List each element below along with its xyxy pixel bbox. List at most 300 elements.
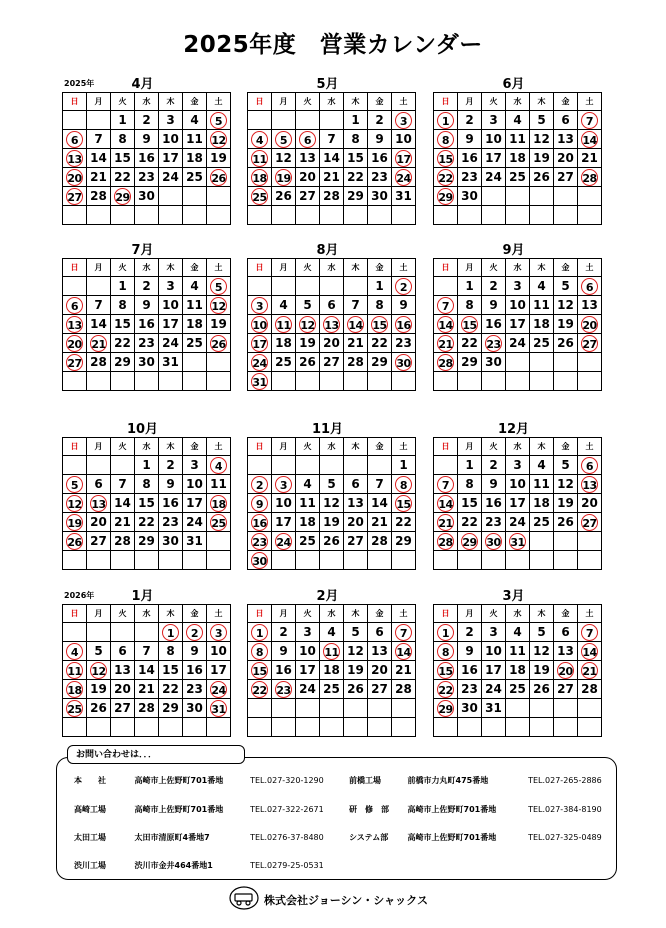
day-cell: 14 — [320, 149, 344, 168]
empty-day-cell — [159, 718, 183, 737]
month-calendar — [433, 72, 598, 225]
day-cell: 17 — [506, 494, 530, 513]
day-cell: 5 — [320, 475, 344, 494]
empty-day-cell — [530, 353, 554, 372]
day-cell: 29 — [368, 353, 392, 372]
empty-day-cell — [320, 699, 344, 718]
day-cell — [434, 661, 458, 680]
holiday-mark: 5 — [210, 112, 227, 129]
empty-day-cell — [578, 699, 602, 718]
holiday-mark: 23 — [485, 335, 502, 352]
day-cell: 29 — [159, 699, 183, 718]
day-cell — [111, 187, 135, 206]
day-cell: 17 — [482, 661, 506, 680]
holiday-mark: 6 — [66, 131, 83, 148]
holiday-mark: 3 — [275, 476, 292, 493]
day-cell — [207, 623, 231, 642]
holiday-mark: 29 — [461, 533, 478, 550]
empty-day-cell — [530, 551, 554, 570]
month-grid — [62, 437, 231, 570]
day-cell — [63, 130, 87, 149]
day-cell — [207, 130, 231, 149]
office-tel: TEL.027-322-2671 — [250, 805, 324, 814]
day-cell: 6 — [554, 111, 578, 130]
contact-row — [74, 832, 324, 843]
empty-day-cell — [272, 206, 296, 225]
empty-day-cell — [272, 111, 296, 130]
month-header — [62, 584, 223, 604]
month-grid — [247, 258, 416, 391]
day-cell: 19 — [320, 513, 344, 532]
day-cell — [506, 532, 530, 551]
month-calendar — [62, 584, 227, 737]
weekday-header: 木 — [344, 605, 368, 623]
office-tel: TEL.027-384-8190 — [528, 805, 602, 814]
day-cell: 23 — [392, 334, 416, 353]
holiday-mark: 7 — [437, 476, 454, 493]
holiday-mark: 11 — [251, 150, 268, 167]
weekday-header: 日 — [434, 438, 458, 456]
empty-day-cell — [578, 187, 602, 206]
empty-day-cell — [320, 372, 344, 391]
day-cell: 24 — [506, 513, 530, 532]
day-cell: 23 — [368, 168, 392, 187]
day-cell: 19 — [530, 661, 554, 680]
day-cell: 1 — [458, 277, 482, 296]
weekday-header: 火 — [111, 259, 135, 277]
holiday-mark: 22 — [437, 681, 454, 698]
holiday-mark: 13 — [581, 476, 598, 493]
day-cell: 25 — [530, 334, 554, 353]
weekday-header: 木 — [344, 259, 368, 277]
day-cell: 2 — [272, 623, 296, 642]
day-cell: 11 — [506, 130, 530, 149]
holiday-mark: 23 — [251, 533, 268, 550]
day-cell: 25 — [506, 680, 530, 699]
office-address: 高崎市上佐野町701番地 — [134, 805, 224, 814]
day-cell: 11 — [506, 642, 530, 661]
holiday-mark: 12 — [210, 131, 227, 148]
holiday-mark: 2 — [395, 278, 412, 295]
day-cell — [578, 111, 602, 130]
holiday-mark: 29 — [437, 188, 454, 205]
contact-row — [74, 804, 324, 815]
weekday-header: 日 — [248, 93, 272, 111]
day-cell: 28 — [368, 532, 392, 551]
day-cell — [434, 111, 458, 130]
day-cell: 23 — [482, 513, 506, 532]
day-cell: 9 — [183, 642, 207, 661]
day-cell: 18 — [530, 315, 554, 334]
empty-day-cell — [530, 699, 554, 718]
day-cell — [272, 680, 296, 699]
weekday-header: 金 — [183, 93, 207, 111]
day-cell: 11 — [530, 296, 554, 315]
empty-day-cell — [344, 206, 368, 225]
day-cell — [207, 513, 231, 532]
holiday-mark: 6 — [66, 297, 83, 314]
weekday-header: 金 — [554, 93, 578, 111]
day-cell: 2 — [458, 111, 482, 130]
day-cell — [248, 372, 272, 391]
empty-day-cell — [506, 187, 530, 206]
weekday-header: 火 — [296, 605, 320, 623]
holiday-mark: 21 — [437, 335, 454, 352]
day-cell: 26 — [296, 353, 320, 372]
day-cell: 27 — [368, 680, 392, 699]
holiday-mark: 15 — [395, 495, 412, 512]
empty-day-cell — [578, 551, 602, 570]
day-cell: 2 — [482, 456, 506, 475]
day-cell — [87, 661, 111, 680]
office-tel: TEL.027-325-0489 — [528, 833, 602, 842]
day-cell: 19 — [530, 149, 554, 168]
month-calendar — [62, 72, 227, 225]
day-cell: 17 — [183, 494, 207, 513]
weekday-header: 火 — [482, 438, 506, 456]
holiday-mark: 31 — [251, 373, 268, 390]
month-calendar — [247, 584, 412, 737]
day-cell: 14 — [87, 149, 111, 168]
holiday-mark: 27 — [66, 188, 83, 205]
day-cell — [320, 642, 344, 661]
holiday-mark: 28 — [581, 169, 598, 186]
day-cell: 19 — [87, 680, 111, 699]
holiday-mark: 7 — [581, 112, 598, 129]
empty-day-cell — [87, 206, 111, 225]
day-cell — [63, 334, 87, 353]
empty-day-cell — [272, 372, 296, 391]
day-cell: 19 — [296, 334, 320, 353]
day-cell: 20 — [320, 334, 344, 353]
day-cell: 11 — [296, 494, 320, 513]
weekday-header: 水 — [506, 259, 530, 277]
day-cell — [63, 494, 87, 513]
day-cell: 16 — [272, 661, 296, 680]
empty-day-cell — [63, 372, 87, 391]
day-cell: 26 — [320, 532, 344, 551]
day-cell — [248, 494, 272, 513]
holiday-mark: 29 — [114, 188, 131, 205]
day-cell: 16 — [482, 315, 506, 334]
day-cell: 30 — [458, 187, 482, 206]
day-cell: 10 — [506, 296, 530, 315]
weekday-header: 月 — [458, 93, 482, 111]
day-cell: 3 — [506, 456, 530, 475]
empty-day-cell — [135, 551, 159, 570]
empty-day-cell — [368, 206, 392, 225]
office-name: システム部 — [349, 833, 389, 842]
month-header — [247, 238, 408, 258]
day-cell — [87, 334, 111, 353]
empty-day-cell — [248, 111, 272, 130]
empty-day-cell — [458, 372, 482, 391]
day-cell — [434, 623, 458, 642]
day-cell: 3 — [482, 623, 506, 642]
contact-row — [74, 860, 324, 871]
day-cell: 8 — [458, 475, 482, 494]
holiday-mark: 21 — [437, 514, 454, 531]
day-cell — [248, 642, 272, 661]
day-cell — [207, 494, 231, 513]
day-cell — [248, 623, 272, 642]
day-cell — [392, 494, 416, 513]
holiday-mark: 31 — [509, 533, 526, 550]
weekday-header: 日 — [434, 259, 458, 277]
weekday-header: 木 — [159, 605, 183, 623]
empty-day-cell — [87, 372, 111, 391]
day-cell: 1 — [111, 111, 135, 130]
empty-day-cell — [320, 551, 344, 570]
empty-day-cell — [482, 718, 506, 737]
holiday-mark: 13 — [66, 150, 83, 167]
month-grid — [247, 604, 416, 737]
empty-day-cell — [87, 111, 111, 130]
holiday-mark: 6 — [581, 457, 598, 474]
day-cell: 27 — [554, 168, 578, 187]
day-cell: 10 — [482, 130, 506, 149]
day-cell — [248, 315, 272, 334]
weekday-header: 月 — [272, 438, 296, 456]
empty-day-cell — [344, 699, 368, 718]
holiday-mark: 15 — [461, 316, 478, 333]
holiday-mark: 7 — [437, 297, 454, 314]
weekday-header: 日 — [248, 259, 272, 277]
month-header — [247, 417, 408, 437]
holiday-mark: 1 — [437, 624, 454, 641]
weekday-header: 土 — [578, 93, 602, 111]
day-cell — [207, 111, 231, 130]
holiday-mark: 7 — [581, 624, 598, 641]
empty-day-cell — [530, 372, 554, 391]
day-cell: 29 — [111, 353, 135, 372]
holiday-mark: 18 — [251, 169, 268, 186]
day-cell: 30 — [159, 532, 183, 551]
empty-day-cell — [272, 456, 296, 475]
day-cell: 27 — [320, 353, 344, 372]
day-cell: 1 — [135, 456, 159, 475]
empty-day-cell — [434, 718, 458, 737]
day-cell: 25 — [320, 680, 344, 699]
office-address: 高崎市上佐野町701番地 — [134, 776, 224, 785]
office-address: 高崎市上佐野町701番地 — [407, 833, 497, 842]
day-cell — [63, 353, 87, 372]
weekday-header: 日 — [63, 93, 87, 111]
empty-day-cell — [320, 111, 344, 130]
day-cell: 9 — [135, 130, 159, 149]
holiday-mark: 12 — [90, 662, 107, 679]
weekday-header: 水 — [135, 438, 159, 456]
day-cell: 11 — [530, 475, 554, 494]
month-grid — [62, 92, 231, 225]
empty-day-cell — [554, 699, 578, 718]
weekday-header: 金 — [183, 438, 207, 456]
day-cell — [248, 551, 272, 570]
contact-row — [349, 832, 602, 843]
day-cell — [578, 315, 602, 334]
day-cell: 18 — [272, 334, 296, 353]
empty-day-cell — [63, 718, 87, 737]
day-cell: 15 — [111, 149, 135, 168]
day-cell: 25 — [183, 334, 207, 353]
day-cell: 16 — [482, 494, 506, 513]
holiday-mark: 1 — [251, 624, 268, 641]
weekday-header: 月 — [87, 605, 111, 623]
day-cell — [578, 642, 602, 661]
day-cell — [578, 130, 602, 149]
holiday-mark: 22 — [251, 681, 268, 698]
day-cell: 29 — [135, 532, 159, 551]
day-cell — [578, 168, 602, 187]
holiday-mark: 18 — [210, 495, 227, 512]
day-cell: 26 — [554, 334, 578, 353]
empty-day-cell — [111, 623, 135, 642]
holiday-mark: 4 — [251, 131, 268, 148]
day-cell — [434, 513, 458, 532]
month-header — [433, 238, 594, 258]
holiday-mark: 12 — [210, 297, 227, 314]
day-cell: 25 — [183, 168, 207, 187]
empty-day-cell — [207, 718, 231, 737]
empty-day-cell — [320, 277, 344, 296]
holiday-mark: 9 — [251, 495, 268, 512]
weekday-header: 木 — [344, 438, 368, 456]
empty-day-cell — [135, 623, 159, 642]
month-calendar — [62, 417, 227, 570]
weekday-header: 日 — [434, 605, 458, 623]
day-cell: 20 — [87, 513, 111, 532]
month-header — [433, 417, 594, 437]
month-grid — [433, 604, 602, 737]
day-cell: 5 — [87, 642, 111, 661]
day-cell: 21 — [135, 680, 159, 699]
day-cell: 26 — [530, 680, 554, 699]
day-cell — [392, 149, 416, 168]
day-cell — [248, 149, 272, 168]
weekday-header: 火 — [482, 259, 506, 277]
day-cell — [578, 277, 602, 296]
day-cell: 21 — [368, 513, 392, 532]
holiday-mark: 5 — [275, 131, 292, 148]
weekday-header: 土 — [392, 605, 416, 623]
day-cell: 30 — [183, 699, 207, 718]
empty-day-cell — [434, 206, 458, 225]
month-header — [433, 584, 594, 604]
empty-day-cell — [344, 456, 368, 475]
day-cell: 13 — [578, 296, 602, 315]
day-cell: 20 — [578, 494, 602, 513]
holiday-mark: 24 — [251, 354, 268, 371]
day-cell: 26 — [530, 168, 554, 187]
weekday-header: 日 — [63, 259, 87, 277]
holiday-mark: 22 — [437, 169, 454, 186]
day-cell — [458, 532, 482, 551]
holiday-mark: 17 — [395, 150, 412, 167]
contact-row — [74, 775, 324, 786]
month-name: 5月 — [316, 77, 339, 92]
day-cell: 17 — [159, 149, 183, 168]
day-cell: 12 — [272, 149, 296, 168]
office-tel: TEL.0276-37-8480 — [250, 833, 324, 842]
day-cell — [434, 699, 458, 718]
day-cell — [272, 315, 296, 334]
holiday-mark: 18 — [66, 681, 83, 698]
day-cell: 24 — [482, 168, 506, 187]
day-cell: 5 — [554, 277, 578, 296]
weekday-header: 土 — [207, 259, 231, 277]
day-cell — [248, 130, 272, 149]
day-cell: 19 — [554, 315, 578, 334]
day-cell — [434, 315, 458, 334]
day-cell: 14 — [111, 494, 135, 513]
day-cell — [392, 642, 416, 661]
day-cell: 2 — [135, 111, 159, 130]
weekday-header: 月 — [272, 259, 296, 277]
day-cell: 1 — [458, 456, 482, 475]
day-cell: 24 — [159, 334, 183, 353]
day-cell: 24 — [296, 680, 320, 699]
day-cell — [344, 315, 368, 334]
weekday-header: 日 — [63, 438, 87, 456]
day-cell: 31 — [159, 353, 183, 372]
company-logo-icon — [228, 885, 260, 911]
day-cell: 16 — [159, 494, 183, 513]
empty-day-cell — [482, 187, 506, 206]
day-cell — [578, 475, 602, 494]
day-cell: 31 — [482, 699, 506, 718]
day-cell: 4 — [183, 277, 207, 296]
holiday-mark: 27 — [66, 354, 83, 371]
empty-day-cell — [392, 372, 416, 391]
empty-day-cell — [296, 456, 320, 475]
day-cell: 28 — [344, 353, 368, 372]
empty-day-cell — [578, 372, 602, 391]
office-tel: TEL.027-265-2886 — [528, 776, 602, 785]
day-cell: 13 — [296, 149, 320, 168]
holiday-mark: 24 — [395, 169, 412, 186]
day-cell: 22 — [368, 334, 392, 353]
weekday-header: 火 — [111, 438, 135, 456]
day-cell: 20 — [344, 513, 368, 532]
empty-day-cell — [248, 206, 272, 225]
day-cell: 12 — [530, 642, 554, 661]
day-cell: 22 — [159, 680, 183, 699]
weekday-header: 月 — [87, 259, 111, 277]
day-cell — [63, 642, 87, 661]
day-cell: 15 — [135, 494, 159, 513]
weekday-header: 月 — [87, 438, 111, 456]
month-grid — [433, 437, 602, 570]
holiday-mark: 8 — [395, 476, 412, 493]
holiday-mark: 14 — [437, 495, 454, 512]
day-cell: 21 — [578, 149, 602, 168]
empty-day-cell — [111, 551, 135, 570]
day-cell — [434, 187, 458, 206]
day-cell: 11 — [183, 130, 207, 149]
contact-row — [349, 775, 602, 786]
day-cell — [434, 296, 458, 315]
weekday-header: 日 — [63, 605, 87, 623]
weekday-header: 木 — [159, 259, 183, 277]
empty-day-cell — [434, 551, 458, 570]
holiday-mark: 23 — [275, 681, 292, 698]
day-cell: 9 — [368, 130, 392, 149]
day-cell: 15 — [111, 315, 135, 334]
empty-day-cell — [530, 206, 554, 225]
weekday-header: 金 — [368, 93, 392, 111]
weekday-header: 火 — [482, 605, 506, 623]
day-cell — [578, 513, 602, 532]
